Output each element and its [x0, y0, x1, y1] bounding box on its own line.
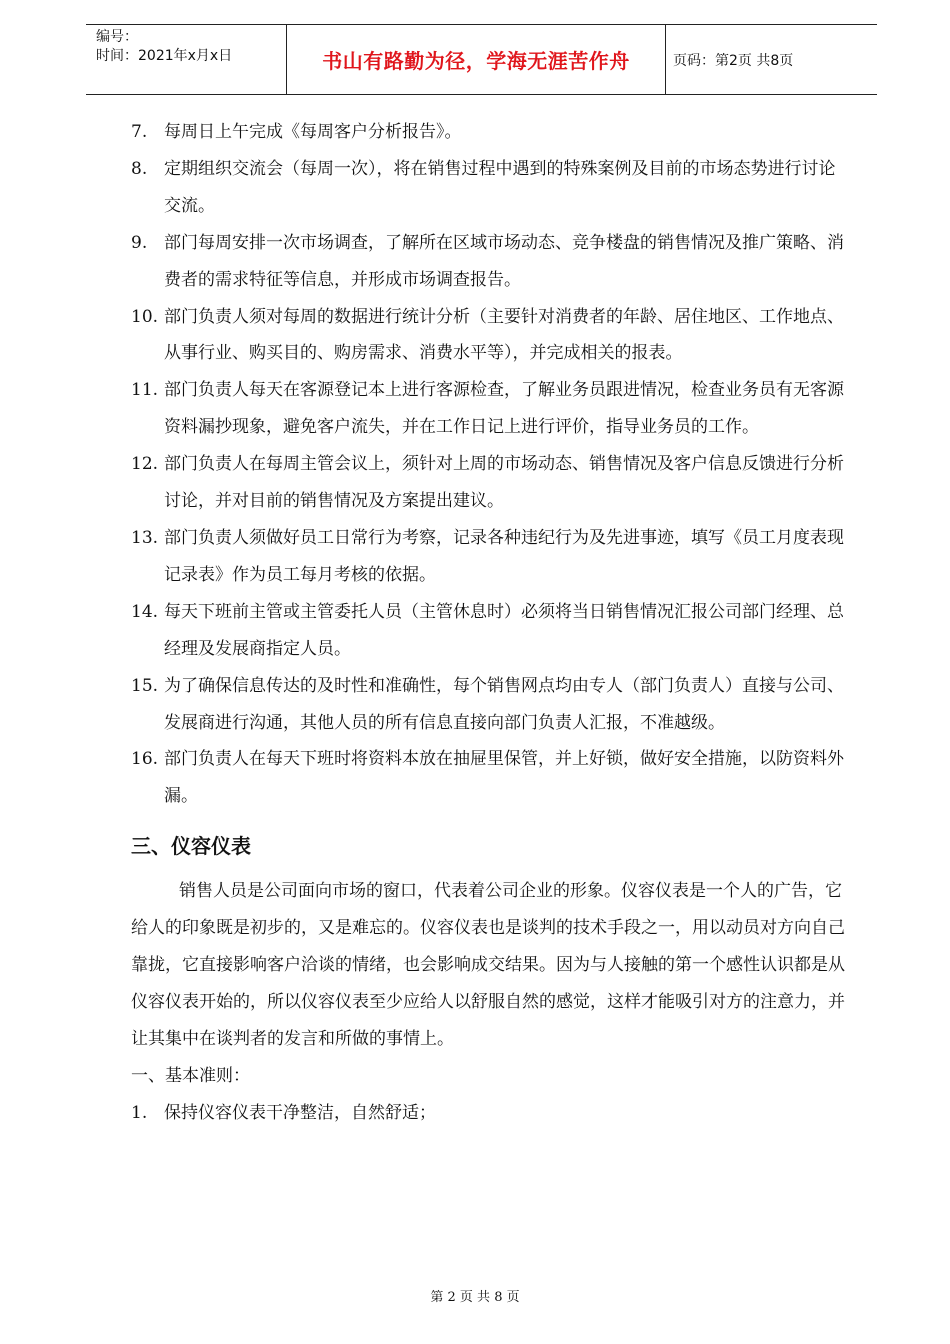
header-left-cell	[96, 28, 286, 66]
item-number: 1.	[131, 1102, 148, 1123]
subheading: 一、基本准则：	[131, 1065, 250, 1086]
rule-item-1	[131, 1095, 851, 1132]
item-text: 保持仪容仪表干净整洁，自然舒适；	[164, 1102, 436, 1123]
item-number: 13.	[131, 527, 159, 548]
item-text: 部门负责人在每天下班时将资料本放在抽屉里保管，并上好锁，做好安全措施，以防资料外漏。	[164, 749, 844, 807]
list-item-12	[131, 446, 851, 520]
item-number: 15.	[131, 675, 159, 696]
item-text: 部门负责人每天在客源登记本上进行客源检查，了解业务员跟进情况，检查业务员有无客源资料漏抄现象，避免客户流失，并在工作日记上进行评价，指导业务员的工作。	[164, 380, 844, 438]
list-item-10	[131, 299, 851, 373]
time-label: 时间：2021年x月x日	[96, 48, 233, 64]
section-heading: 三、仪容仪表	[131, 834, 251, 859]
item-number: 14.	[131, 601, 159, 622]
item-number: 12.	[131, 454, 159, 475]
item-number: 8.	[131, 158, 148, 179]
item-number: 10.	[131, 306, 159, 327]
list-item-14	[131, 594, 851, 668]
item-number: 9.	[131, 232, 148, 253]
list-item-13	[131, 520, 851, 594]
page-header	[86, 24, 877, 95]
list-item-11	[131, 372, 851, 446]
item-text: 部门每周安排一次市场调查，了解所在区域市场动态、竞争楼盘的销售情况及推广策略、消费者的需求特征等信息，并形成市场调查报告。	[164, 232, 844, 290]
header-motto: 书山有路勤为径，学海无涯苦作舟	[286, 25, 666, 94]
list-item-8	[131, 151, 851, 225]
list-item-15	[131, 668, 851, 742]
section-paragraph: 销售人员是公司面向市场的窗口，代表着公司企业的形象。仪容仪表是一个人的广告，它给人的印象既是初步的，又是难忘的。仪容仪表也是谈判的技术手段之一，用以动员对方向自己靠拢，它直接影响客户洽谈的情绪，也会影响成交结果。因为与人接触的第一个感性认识都是从仪容仪表开始的，所以仪容仪表至少应给人以舒服自然的感觉，这样才能吸引对方的注意力，并让其集中在谈判者的发言和所做的事情上。	[131, 881, 845, 1049]
item-text: 部门负责人在每周主管会议上，须针对上周的市场动态、销售情况及客户信息反馈进行分析讨论，并对目前的销售情况及方案提出建议。	[164, 454, 844, 512]
page-footer: 第 2 页 共 8 页	[430, 1290, 520, 1305]
list-item-7	[131, 114, 851, 151]
item-number: 7.	[131, 122, 148, 142]
item-text: 部门负责人须对每周的数据进行统计分析（主要针对消费者的年龄、居住地区、工作地点、从事行业、购买目的、购房需求、消费水平等），并完成相关的报表。	[164, 306, 844, 364]
item-text: 为了确保信息传达的及时性和准确性，每个销售网点均由专人（部门负责人）直接与公司、发展商进行沟通，其他人员的所有信息直接向部门负责人汇报，不准越级。	[164, 675, 844, 733]
item-text: 定期组织交流会（每周一次），将在销售过程中遇到的特殊案例及目前的市场态势进行讨论交流。	[164, 158, 836, 216]
item-number: 16.	[131, 749, 159, 770]
item-text: 每周日上午完成《每周客户分析报告》。	[164, 122, 462, 142]
list-item-9	[131, 225, 851, 299]
item-number: 11.	[131, 380, 159, 401]
document-body	[131, 114, 851, 1132]
header-page-info: 页码：第2页 共8页	[673, 52, 794, 69]
list-item-16	[131, 741, 851, 815]
item-text: 每天下班前主管或主管委托人员（主管休息时）必须将当日销售情况汇报公司部门经理、总经理及发展商指定人员。	[164, 601, 844, 659]
number-label: 编号：	[96, 29, 138, 45]
item-text: 部门负责人须做好员工日常行为考察，记录各种违纪行为及先进事迹，填写《员工月度表现记录表》作为员工每月考核的依据。	[164, 527, 844, 585]
